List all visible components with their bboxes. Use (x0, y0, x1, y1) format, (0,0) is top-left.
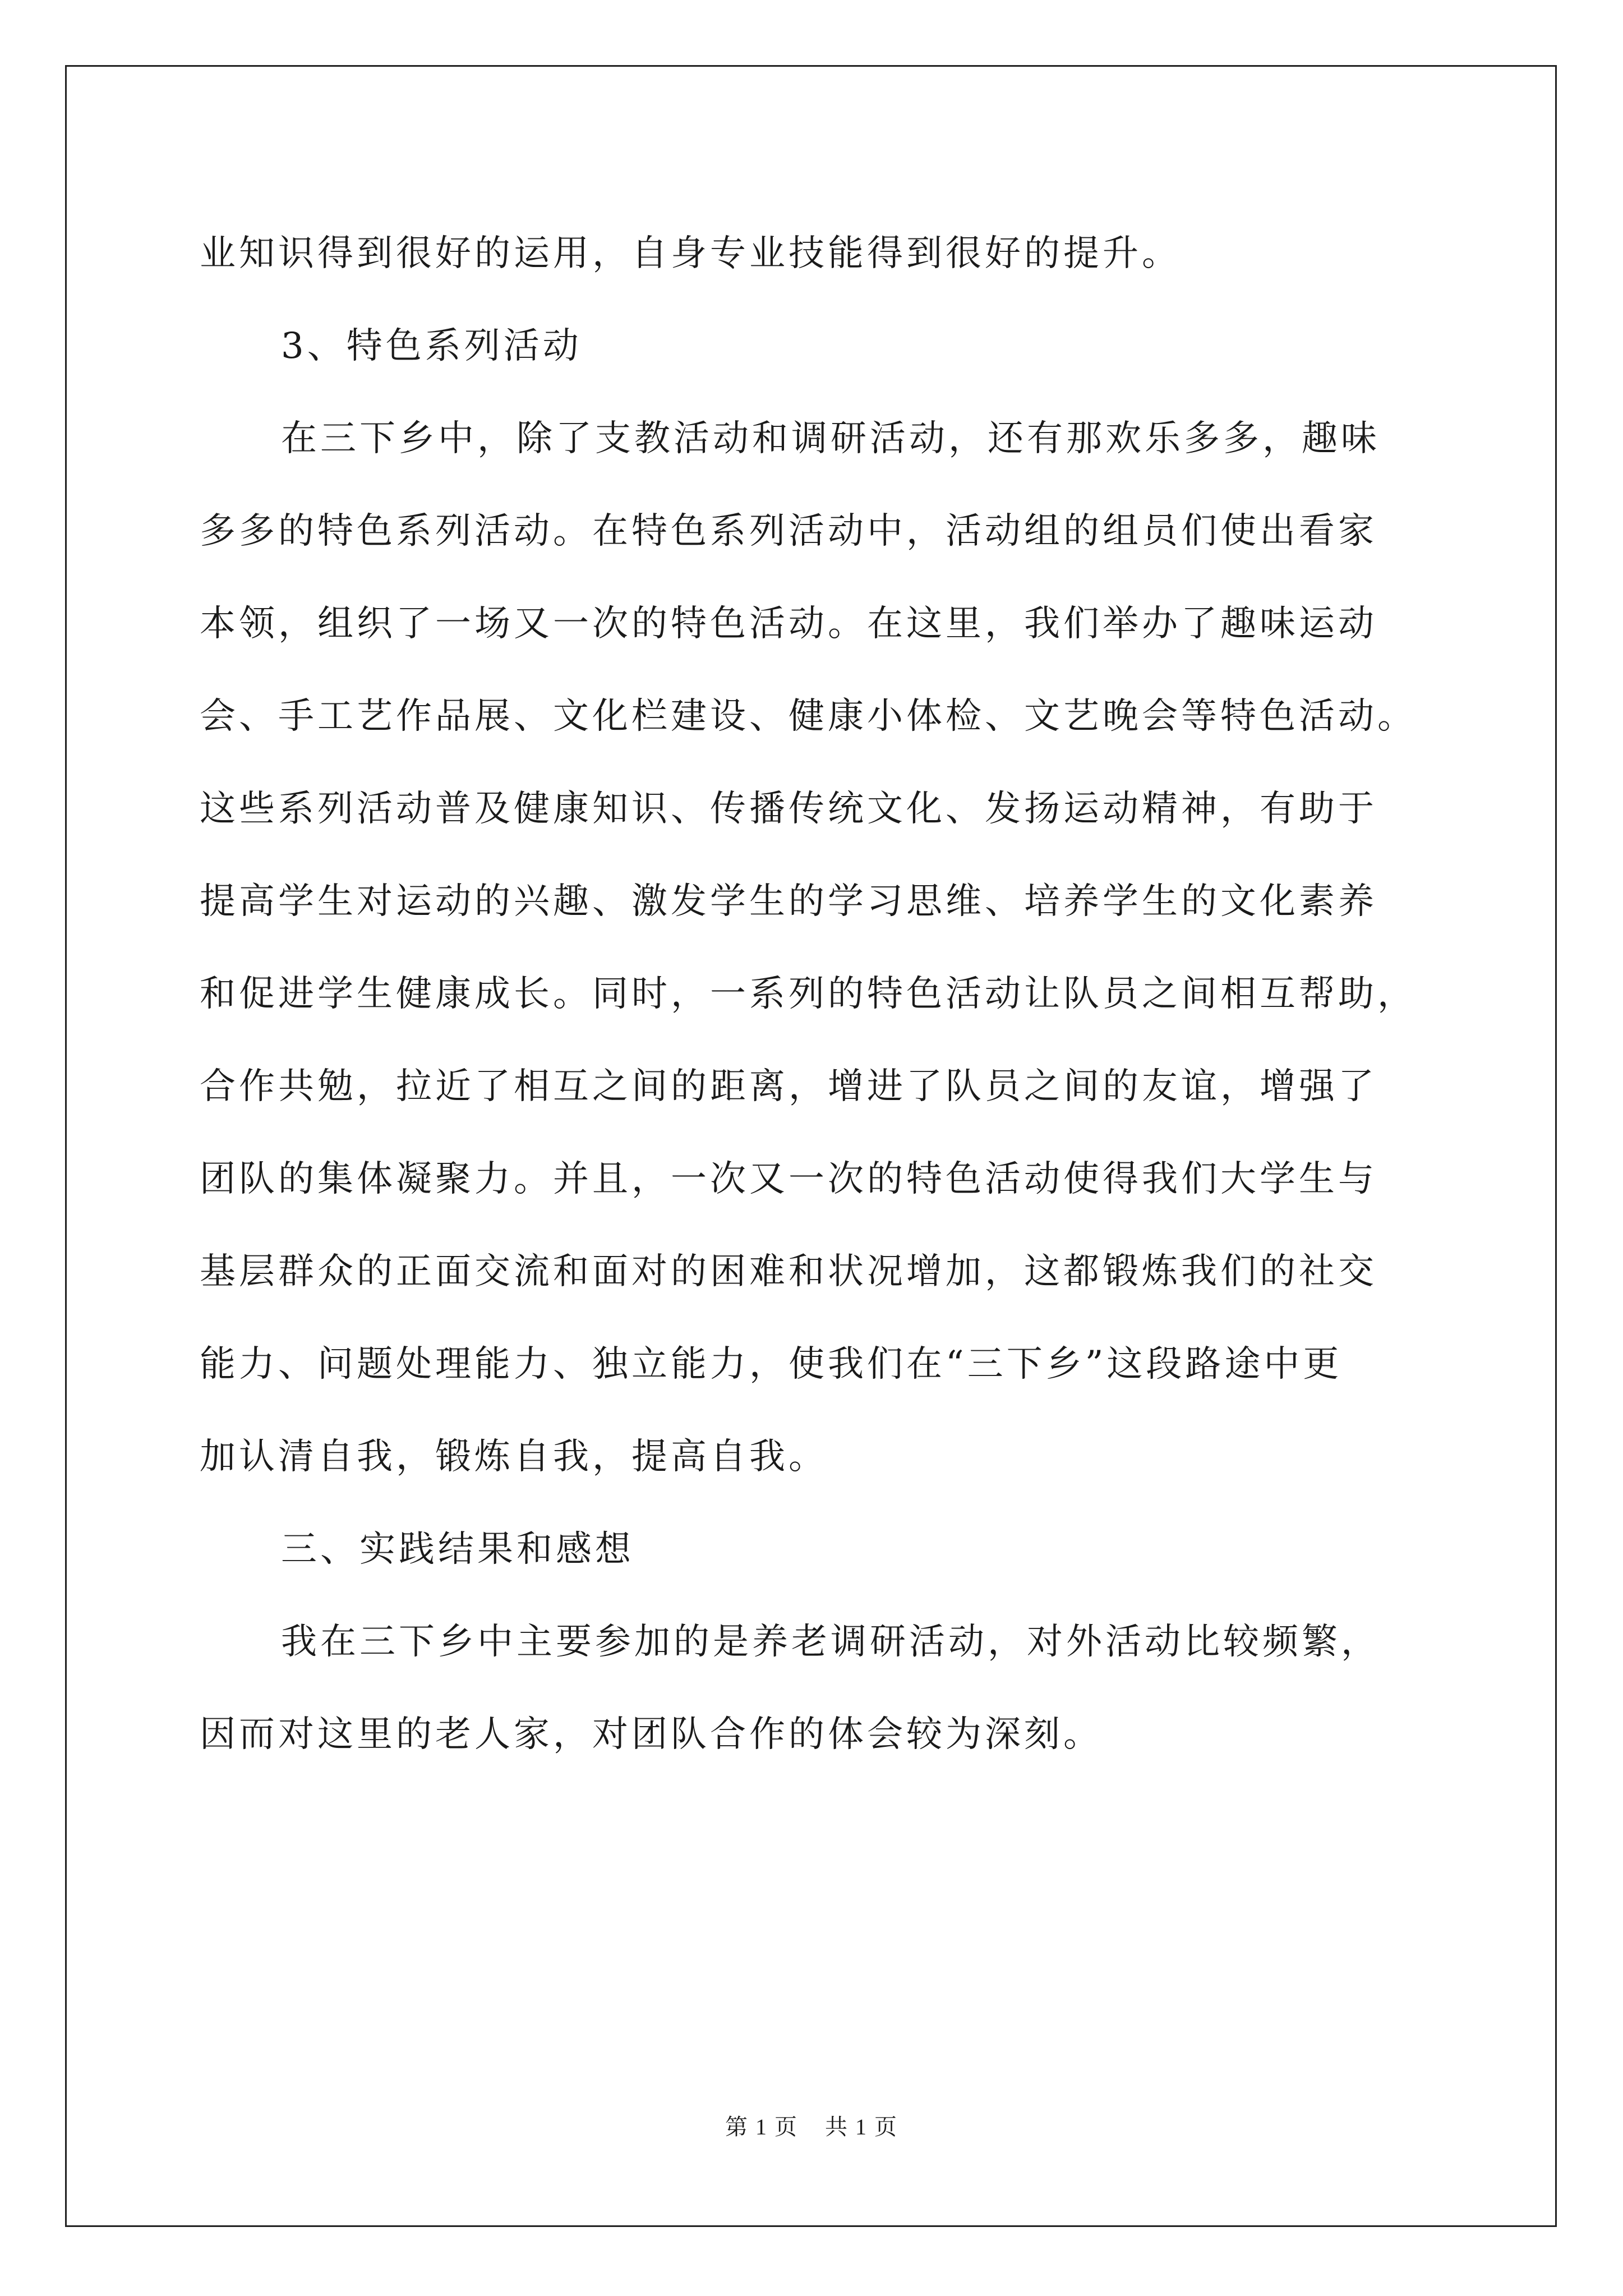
text-line: 提高学生对运动的兴趣、激发学生的学习思维、培养学生的文化素养 (200, 881, 1377, 922)
text-line: 本领，组织了一场又一次的特色活动。在这里，我们举办了趣味运动 (200, 603, 1377, 645)
text-line: 多多的特色系列活动。在特色系列活动中，活动组的组员们使出看家 (200, 510, 1377, 552)
text-line: 能力、问题处理能力、独立能力，使我们在“三下乡”这段路途中更 (200, 1343, 1343, 1385)
text-line: 在三下乡中，除了支教活动和调研活动，还有那欢乐多多，趣味 (281, 418, 1380, 459)
text-line: 合作共勉，拉近了相互之间的距离，增进了队员之间的友谊，增强了 (200, 1066, 1377, 1107)
text-line: 团队的集体凝聚力。并且，一次又一次的特色活动使得我们大学生与 (200, 1158, 1377, 1200)
section-heading: 3、特色系列活动 (281, 325, 582, 367)
text-line: 基层群众的正面交流和面对的困难和状况增加，这都锻炼我们的社交 (200, 1251, 1377, 1292)
text-line: 会、手工艺作品展、文化栏建设、健康小体检、文艺晚会等特色活动。 (200, 696, 1417, 737)
text-line: 这些系列活动普及健康知识、传播传统文化、发扬运动精神，有助于 (200, 788, 1377, 830)
text-line: 加认清自我，锻炼自我，提高自我。 (200, 1436, 828, 1478)
page-number-footer: 第 1 页 共 1 页 (725, 2114, 898, 2139)
text-line: 因而对这里的老人家，对团队合作的体会较为深刻。 (200, 1714, 1103, 1755)
text-line: 和促进学生健康成长。同时，一系列的特色活动让队员之间相互帮助， (200, 973, 1417, 1015)
section-heading: 三、实践结果和感想 (281, 1529, 634, 1570)
document-body (200, 208, 1428, 1781)
text-line: 业知识得到很好的运用，自身专业技能得到很好的提升。 (200, 233, 1181, 274)
text-line: 我在三下乡中主要参加的是养老调研活动，对外活动比较频繁， (281, 1621, 1380, 1663)
